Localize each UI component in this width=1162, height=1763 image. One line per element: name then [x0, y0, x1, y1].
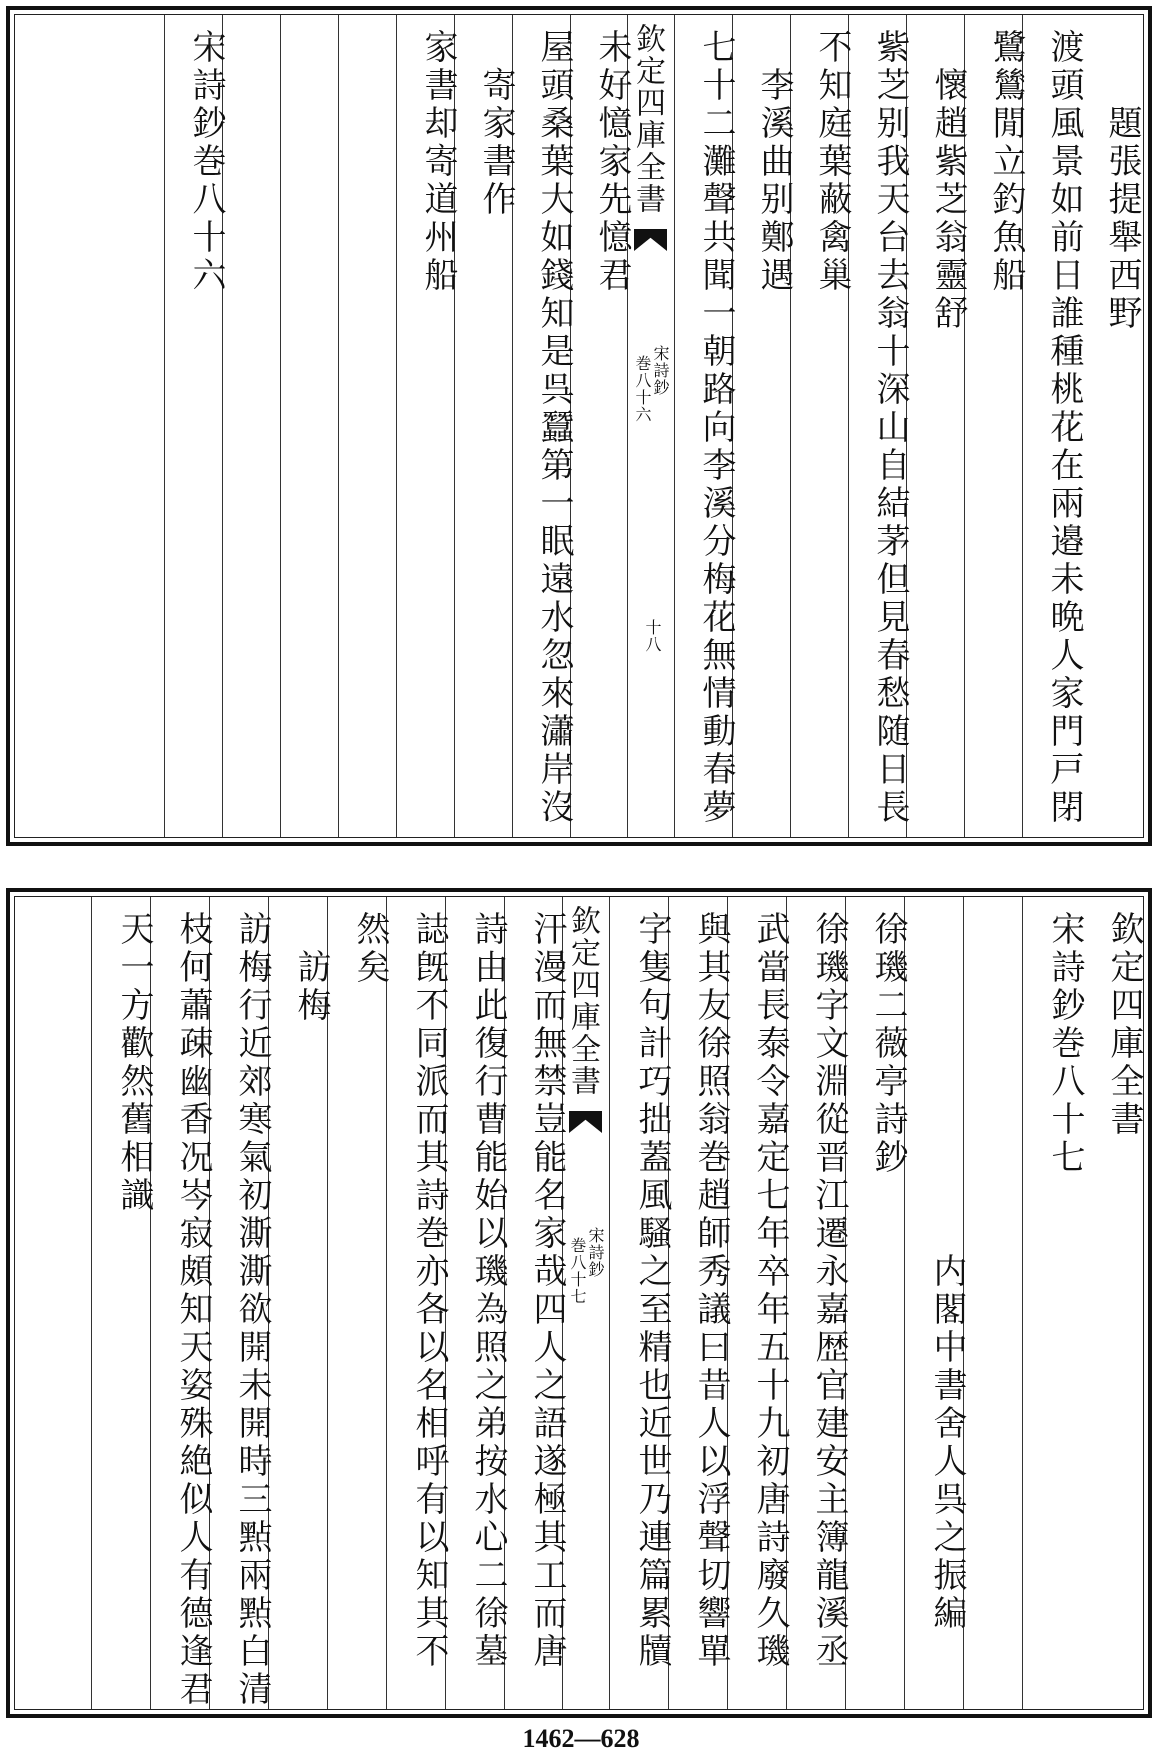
top_page-column [732, 15, 794, 837]
top_page-column [1081, 15, 1142, 837]
top_page-center-gutter [627, 15, 675, 837]
top_page-column [454, 15, 516, 837]
top_page-column [164, 15, 226, 837]
top_page-column-text: 鷺鷥閒立釣魚船 [986, 29, 1026, 295]
fishtail-mark-icon [569, 1111, 602, 1133]
top_page-column [964, 15, 1026, 837]
top_page-column [790, 15, 852, 837]
top_page-column-text: 渡頭風景如前日誰種桃花在兩邉未晩人家門戸閉 [1044, 29, 1084, 827]
bottom_page-column-text: 詩由此復行曹能始以璣為照之弟按水心二徐墓 [468, 911, 508, 1671]
top_page-column [512, 15, 574, 837]
bottom_page-column [445, 897, 508, 1709]
bottom_page-column [504, 897, 567, 1709]
bottom_page-column [904, 897, 967, 1709]
bottom-page-text-block [14, 896, 1144, 1710]
bottom_page-column [609, 897, 672, 1709]
gutter-volume: 巻八十六 [633, 355, 652, 423]
gutter-folio: 十八 [643, 619, 662, 653]
top_page-column-text: 寄家書作 [476, 67, 516, 219]
bottom_page-column-text: 天一方歡然舊相識 [114, 911, 154, 1215]
top_page-column-text: 宋詩鈔巻八十六 [186, 29, 226, 295]
bottom_page-column-text: 内閣中書舍人呉之振編 [927, 1253, 967, 1633]
gutter-volume: 巻八十七 [568, 1237, 587, 1305]
bottom_page-column-text: 枝何蕭疎幽香况岑寂頗知天姿殊絶似人有德逢君 [173, 911, 213, 1709]
top_page-column-text: 懷趙紫芝翁靈舒 [928, 67, 968, 333]
top-page [6, 6, 1152, 846]
gutter-book-title: 宋詩鈔 [586, 1227, 605, 1278]
bottom_page-column [1022, 897, 1085, 1709]
bottom_page-column [845, 897, 908, 1709]
top_page-column-text: 家書却寄道州船 [418, 29, 458, 295]
top_page-column [848, 15, 910, 837]
bottom_page-column-text: 徐璣二薇亭詩鈔 [868, 911, 908, 1177]
bottom_page-column [1082, 897, 1144, 1709]
bottom_page-center-gutter [562, 897, 610, 1709]
top_page-column [674, 15, 736, 837]
top_page-column [338, 15, 397, 837]
bottom_page-column [786, 897, 849, 1709]
top_page-column-text: 屋頭桑葉大如錢知是呉蠶第一眠遠水忽來瀟岸沒 [534, 29, 574, 827]
bottom_page-column [727, 897, 790, 1709]
top_page-column [1022, 15, 1084, 837]
top_page-column [280, 15, 339, 837]
gutter-book-title: 宋詩鈔 [651, 345, 670, 396]
bottom_page-column-text: 宋詩鈔巻八十七 [1045, 911, 1085, 1177]
bottom_page-column-text: 與其友徐照翁巻趙師秀議曰昔人以浮聲切響單 [691, 911, 731, 1671]
bottom_page-column [386, 897, 449, 1709]
top_page-column [222, 15, 281, 837]
top_page-column-text: 不知庭葉蔽禽巢 [812, 29, 852, 295]
top-page-text-block [14, 14, 1144, 838]
top_page-column [570, 15, 632, 837]
top_page-column [906, 15, 968, 837]
bottom_page-column-text: 訪梅行近郊寒氣初澌澌欲開未開時三㸃兩㸃白清 [232, 911, 272, 1709]
bottom_page-column-text: 徐璣字文淵從晋江遷永嘉歴官建安主簿龍溪丞 [809, 911, 849, 1671]
bottom_page-column-text: 然矣 [350, 911, 390, 987]
bottom_page-column [91, 897, 154, 1709]
bottom_page-column-text: 字隻句計巧拙蓋風騷之至精也近世乃連篇累牘 [632, 911, 672, 1671]
top_page-column-text: 題張提舉西野 [1102, 105, 1142, 333]
gutter-title: 欽定四庫全書 [565, 905, 600, 1097]
bottom_page-column-text: 訪梅 [291, 949, 331, 1025]
top_page-column-text: 七十二灘聲共聞一朝路向李溪分梅花無情動春夢 [696, 29, 736, 827]
top_page-column-text: 未好憶家先憶君 [592, 29, 632, 295]
top_page-column-text: 紫芝别我天台去翁十深山自結茅但見春愁随日長 [870, 29, 910, 827]
bottom-page [6, 888, 1152, 1718]
bottom_page-column [150, 897, 213, 1709]
bottom_page-column [668, 897, 731, 1709]
bottom_page-column [268, 897, 331, 1709]
page-number: 1462—628 [522, 1724, 640, 1753]
bottom_page-column-text: 武當長泰令嘉定七年卒年五十九初唐詩廢久璣 [750, 911, 790, 1671]
top_page-column [396, 15, 458, 837]
bottom_page-column-text: 誌旣不同派而其詩巻亦各以名相呼有以知其不 [409, 911, 449, 1671]
bottom_page-column [327, 897, 390, 1709]
bottom_page-column-text: 汗漫而無禁豈能名家哉四人之語遂極其工而唐 [527, 911, 567, 1671]
fishtail-mark-icon [634, 229, 667, 251]
bottom_page-column [963, 897, 1023, 1709]
gutter-title: 欽定四庫全書 [630, 23, 665, 215]
bottom_page-column [209, 897, 272, 1709]
top_page-column-text: 李溪曲别鄭遇 [754, 67, 794, 295]
bottom_page-column-text: 欽定四庫全書 [1104, 911, 1144, 1139]
